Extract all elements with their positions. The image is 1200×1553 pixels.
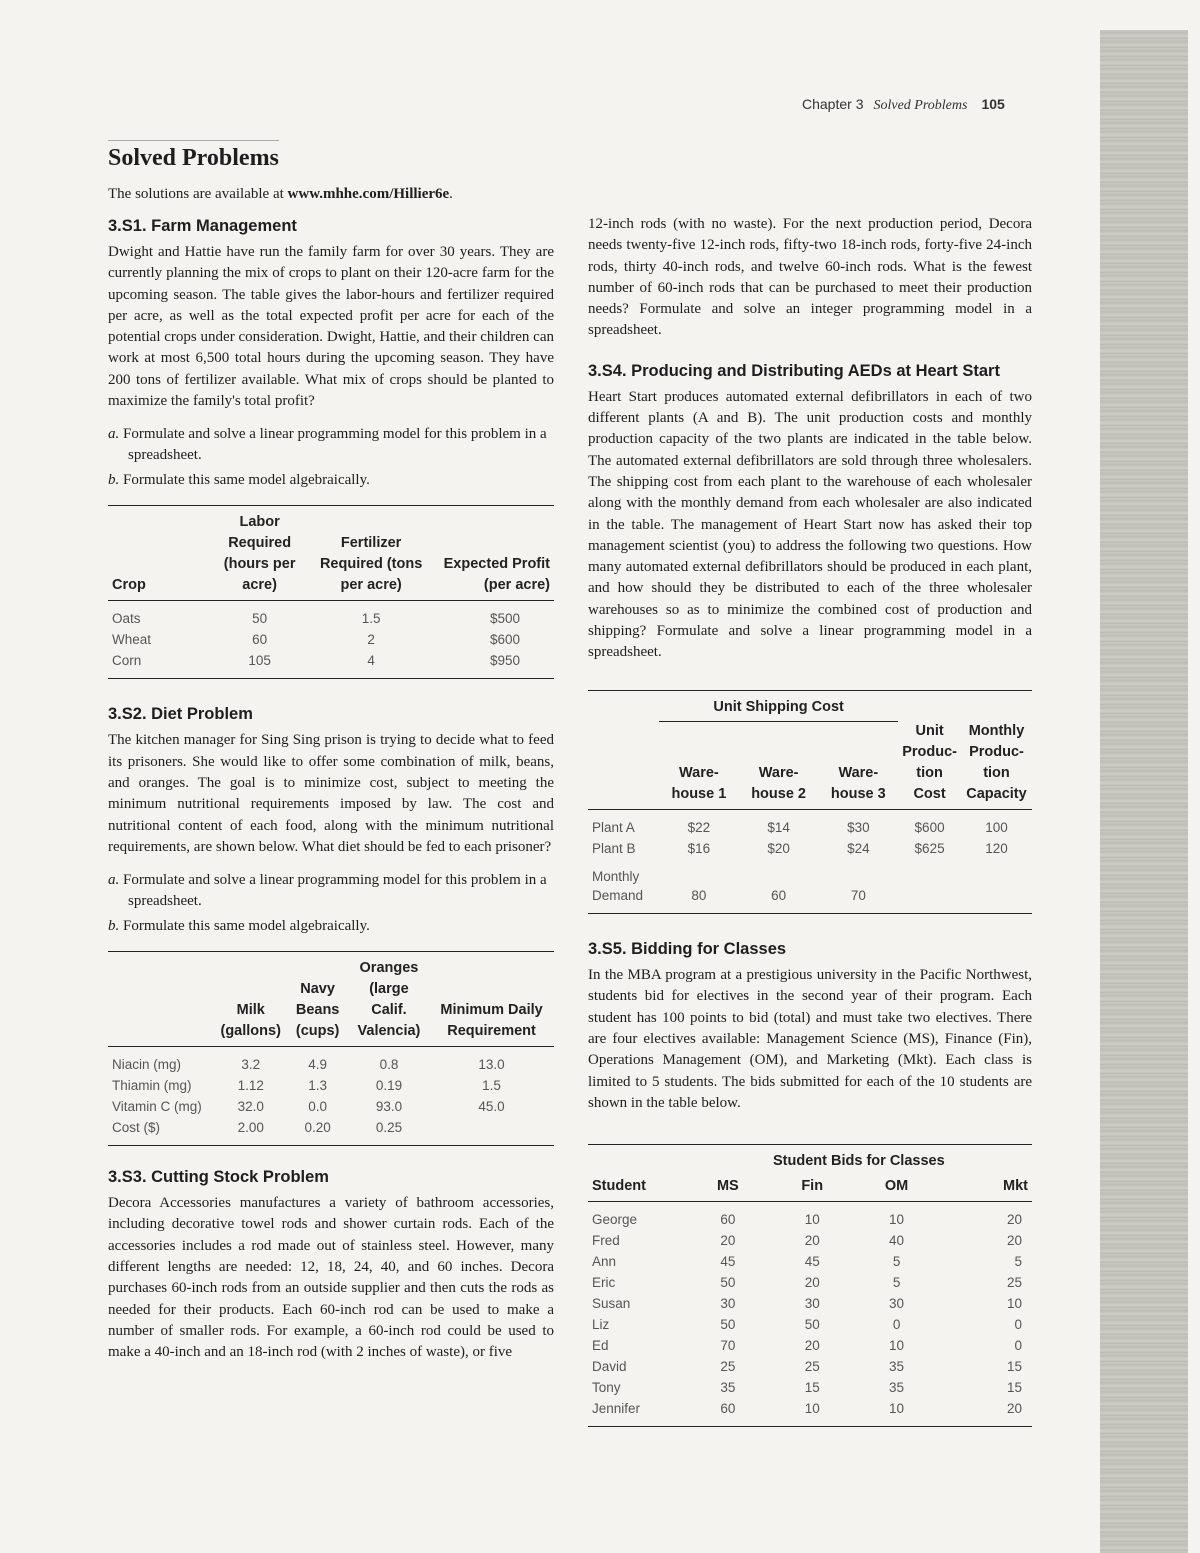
problem-5-body: In the MBA program at a prestigious university in the Pacific Northwest, students bid for electives in the second year of their program. Each student has 100 points to bid (total) and must take two electives. There are four electives available: Management Science (MS), Finance (Fin), Operations Management (OM), and Marketing (Mkt). Each class is limited to 5 students. The bids submitted for each of the 10 students are shown in the table below.: [588, 967, 1032, 1111]
table-header: Navy Beans (cups): [286, 952, 348, 1047]
problem-2-body: The kitchen manager for Sing Sing prison is trying to decide what to feed its prisoners. She would like to offer some combination of milk, beans, and oranges. The goal is to minimize cost, subject to meeting the minimum nutritional requirements imposed by law. The cost and nutritional content of each food, along with the minimum nutritional requirements, are shown below. What diet should be fed to each prisoner?: [108, 732, 554, 855]
chapter-label: Chapter 3: [802, 96, 864, 112]
table-cell: $950: [429, 650, 554, 679]
table-header: Student: [588, 1176, 686, 1202]
problem-3-body-right: 12-inch rods (with no waste). For the next production period, Decora needs twenty-five 12-inch rods, fifty-two 18-inch rods, forty-five 24-inch rods, thirty 40-inch rods, and twelve 60-inch rods. What is the fewest number of 60-inch rods that can be purchased to meet their production needs? Formulate and solve an integer programming model in a spreadsheet.: [588, 216, 1032, 339]
intro-line: [108, 186, 554, 203]
part-text: Formulate this same model algebraically.: [123, 472, 370, 489]
running-head: [802, 96, 1005, 114]
table-cell: 25: [720, 1359, 736, 1375]
table-cell: Jennifer: [588, 1398, 686, 1427]
table-cell: $625: [914, 841, 945, 857]
table-row: [108, 629, 554, 650]
table-cell: Oats: [112, 611, 141, 627]
table-cell: 0.19: [375, 1078, 403, 1094]
table-cell: 45.0: [478, 1099, 505, 1115]
table-cell: 1.5: [482, 1078, 501, 1094]
part-text: Formulate this same model algebraically.: [123, 918, 370, 935]
table-cell: 50: [720, 1317, 736, 1333]
table-cell: Wheat: [112, 632, 152, 648]
part-letter: b.: [108, 472, 120, 489]
part-text: Formulate and solve a linear programming model for this problem in a spreadsheet.: [123, 426, 547, 464]
table-cell: 60: [739, 859, 819, 914]
table-cell: 40: [889, 1233, 905, 1249]
page-number: 105: [981, 96, 1005, 112]
table-row: [588, 1377, 1032, 1398]
table-row: [588, 1293, 1032, 1314]
table-row: [588, 1202, 1032, 1231]
table-row: [588, 1356, 1032, 1377]
table-header: OM: [854, 1176, 938, 1202]
table-header: Crop: [108, 506, 206, 601]
table-cell: 1.12: [237, 1078, 264, 1094]
table-row: [108, 1117, 554, 1146]
table-cell: 50: [252, 611, 268, 627]
table-row: [588, 1230, 1032, 1251]
table-cell: 0: [1014, 1317, 1022, 1333]
table-row: [588, 1314, 1032, 1335]
table-header: [108, 952, 215, 1047]
table-row: [108, 650, 554, 679]
table-cell: 5: [892, 1275, 901, 1291]
table-cell: 30: [804, 1296, 820, 1312]
table-header: MS: [686, 1176, 770, 1202]
table-header: Minimum Daily Requirement: [429, 952, 554, 1047]
problem-2-title: 3.S2. Diet Problem: [108, 705, 253, 724]
table-cell: 10: [889, 1338, 905, 1354]
table-cell: Tony: [592, 1380, 621, 1396]
table-cell: George: [592, 1212, 638, 1228]
intro-url: www.mhhe.com/Hillier6e: [287, 186, 450, 202]
table-row: [108, 601, 554, 630]
table-cell: 20: [804, 1233, 820, 1249]
table-row: [588, 859, 1032, 914]
table-cell: David: [592, 1359, 627, 1375]
table-cell: 25: [804, 1359, 820, 1375]
table-header-spacer: [898, 690, 961, 721]
page-edge-shadow: [1100, 30, 1188, 1553]
table-cell: 10: [770, 1398, 854, 1427]
table-cell: 20: [804, 1338, 820, 1354]
farm-table: [108, 505, 554, 679]
right-column: [588, 214, 1032, 1427]
table-header: Mkt: [939, 1176, 1032, 1202]
table-cell: 13.0: [478, 1057, 505, 1073]
diet-table: [108, 951, 554, 1146]
table-cell: 70: [818, 859, 898, 914]
table-cell: $500: [489, 611, 520, 627]
table-cell: $22: [687, 820, 711, 836]
table-header: Expected Profit (per acre): [429, 506, 554, 601]
problem-1-body: Dwight and Hattie have run the family farm for over 30 years. They are currently planning the mix of crops to plant on their 120-acre farm for the upcoming season. The table gives the labor-hours and fertilizer required per acre, as well as the total expected profit per acre for each of the potential crops under consideration. Dwight, Hattie, and their children can work at most 6,500 total hours during the upcoming season. They have 200 tons of fertilizer available. What mix of crops should be planted to maximize the family's total profit?: [108, 244, 554, 410]
table-cell: 0: [892, 1317, 901, 1333]
table-header-spacer: [588, 1145, 686, 1177]
table-cell: 20: [1006, 1212, 1022, 1228]
table-cell: 50: [720, 1275, 736, 1291]
table-cell: 80: [659, 859, 739, 914]
table-cell: $24: [847, 841, 870, 857]
table-cell: 15: [1006, 1359, 1022, 1375]
table-header-spacer: [961, 690, 1032, 721]
table-cell: $600: [914, 820, 945, 836]
group-header: Student Bids for Classes: [686, 1145, 1032, 1177]
table-cell: 32.0: [237, 1099, 264, 1115]
table-cell: [898, 859, 961, 914]
table-cell: Ann: [592, 1254, 617, 1270]
problem-2-part-a: [108, 870, 554, 912]
table-row: [108, 1047, 554, 1076]
table-cell: 60: [686, 1398, 770, 1427]
section-label: Solved Problems: [873, 98, 968, 113]
table-cell: 0.8: [379, 1057, 399, 1073]
table-cell: 20: [804, 1275, 820, 1291]
table-header: Milk (gallons): [215, 952, 286, 1047]
table-cell: 30: [720, 1296, 736, 1312]
table-cell: 10: [1006, 1296, 1022, 1312]
table-header: Ware- house 1: [659, 721, 739, 810]
table-cell: $600: [489, 632, 520, 648]
table-cell: 20: [1006, 1233, 1022, 1249]
table-cell: $30: [847, 820, 870, 836]
table-cell: 5: [892, 1254, 901, 1270]
table-cell: Susan: [592, 1296, 631, 1312]
table-cell: 120: [985, 841, 1008, 857]
table-row: [108, 1096, 554, 1117]
table-header: Oranges (large Calif. Valencia): [349, 952, 429, 1047]
table-row: [588, 1251, 1032, 1272]
table-cell: 15: [804, 1380, 820, 1396]
left-column: [108, 140, 554, 1364]
table-cell: Thiamin (mg): [112, 1078, 192, 1094]
table-cell: Plant B: [592, 841, 636, 857]
problem-3-title: 3.S3. Cutting Stock Problem: [108, 1168, 329, 1187]
table-cell: 3.2: [241, 1057, 261, 1073]
table-header: Ware- house 3: [818, 721, 898, 810]
part-text: Formulate and solve a linear programming model for this problem in a spreadsheet.: [123, 872, 547, 910]
table-cell: Vitamin C (mg): [112, 1099, 202, 1115]
table-cell: 45: [804, 1254, 820, 1270]
table-header: Fertilizer Required (tons per acre): [313, 506, 429, 601]
table-cell: 0.0: [308, 1099, 327, 1115]
table-cell: Eric: [592, 1275, 616, 1291]
table-cell: 50: [804, 1317, 820, 1333]
table-cell: [961, 859, 1032, 914]
intro-end: .: [449, 186, 453, 202]
problem-2-part-b: [108, 916, 554, 937]
part-letter: a.: [108, 872, 120, 889]
table-header-spacer: [588, 690, 659, 721]
part-letter: a.: [108, 426, 120, 443]
table-row: [108, 1075, 554, 1096]
table-cell: 20: [720, 1233, 736, 1249]
problem-1-part-b: [108, 470, 554, 491]
table-header: Ware- house 2: [739, 721, 819, 810]
table-row: [588, 1272, 1032, 1293]
intro-text: The solutions are available at: [108, 186, 288, 202]
table-header: Monthly Produc- tion Capacity: [961, 721, 1032, 810]
problem-4-body: Heart Start produces automated external defibrillators in each of two different plants (A and B). The unit production costs and monthly production capacity of the two plants are indicated in the table below. The automated external defibrillators are sold through three wholesalers. The shipping cost from each plant to the warehouse of each wholesaler along with the monthly demand from each wholesaler are also indicated in the table. The management of Heart Start now has asked their top management scientist (you) to address the following two questions. How many automated external defibrillators should be produced in each plant, and how should they be distributed to each of the three wholesaler warehouses so as to minimize the combined cost of production and shipping? Formulate and solve a linear programming model in a spreadsheet.: [588, 388, 1032, 661]
table-cell: Plant A: [592, 820, 635, 836]
table-header: [588, 721, 659, 810]
table-cell: 35: [889, 1380, 905, 1396]
table-cell: $16: [687, 841, 711, 857]
problem-1-part-a: [108, 424, 554, 466]
table-cell: 2.00: [215, 1117, 286, 1146]
table-cell: Liz: [592, 1317, 610, 1333]
table-header: Fin: [770, 1176, 854, 1202]
problem-4-title: 3.S4. Producing and Distributing AEDs at Heart Start: [588, 361, 1000, 380]
table-cell: Fred: [592, 1233, 620, 1249]
table-cell: 4.9: [308, 1057, 327, 1073]
table-cell: 10: [854, 1398, 938, 1427]
table-cell: 0: [1014, 1338, 1022, 1354]
table-cell: 0.20: [286, 1117, 348, 1146]
problem-5-title: 3.S5. Bidding for Classes: [588, 940, 787, 959]
table-cell: 1.3: [308, 1078, 327, 1094]
table-cell: 60: [720, 1212, 736, 1228]
bids-table: [588, 1144, 1032, 1427]
table-cell: Niacin (mg): [112, 1057, 182, 1073]
table-cell: 105: [206, 650, 313, 679]
table-row: [588, 838, 1032, 859]
table-cell: Cost ($): [108, 1117, 215, 1146]
table-cell: Ed: [592, 1338, 609, 1354]
table-cell: 35: [720, 1380, 736, 1396]
table-header: Labor Required (hours per acre): [206, 506, 313, 601]
table-cell: 10: [889, 1212, 905, 1228]
table-cell: 60: [252, 632, 268, 648]
table-cell: $20: [767, 841, 790, 857]
table-cell: 15: [1006, 1380, 1022, 1396]
table-cell: 5: [1014, 1254, 1022, 1270]
table-cell: 93.0: [375, 1099, 403, 1115]
table-cell: 10: [804, 1212, 820, 1228]
table-cell: 1.5: [361, 611, 381, 627]
table-row: [588, 1398, 1032, 1427]
table-cell: 35: [889, 1359, 905, 1375]
table-cell: 4: [313, 650, 429, 679]
table-cell: 45: [720, 1254, 736, 1270]
table-cell: 20: [939, 1398, 1032, 1427]
table-cell: 70: [720, 1338, 736, 1354]
heart-start-table: [588, 690, 1032, 915]
table-cell: 0.25: [349, 1117, 429, 1146]
problem-3-body-left: Decora Accessories manufactures a variety of bathroom accessories, including decorative towel rods and shower curtain rods. Each of the accessories includes a rod made out of stainless steel. However, many different lengths are needed: 12, 18, 24, 40, and 60 inches. Decora purchases 60-inch rods from an outside supplier and then cuts the rods as needed for their products. Each 60-inch rod can be used to make a number of smaller rods. For example, a 60-inch rod could be used to make a 40-inch and an 18-inch rod (with 2 inches of waste), or five: [108, 1195, 554, 1361]
table-cell: $14: [767, 820, 790, 836]
table-cell: Monthly Demand: [588, 859, 659, 914]
table-cell: 2: [367, 632, 375, 648]
table-cell: 25: [1006, 1275, 1022, 1291]
section-title: Solved Problems: [108, 140, 279, 172]
table-header: Unit Produc- tion Cost: [898, 721, 961, 810]
table-cell: 100: [985, 820, 1008, 836]
table-cell: [429, 1117, 554, 1146]
table-row: [588, 810, 1032, 839]
table-cell: 30: [889, 1296, 905, 1312]
part-letter: b.: [108, 918, 120, 935]
problem-1-title: 3.S1. Farm Management: [108, 217, 297, 235]
group-header: Unit Shipping Cost: [659, 690, 898, 721]
table-cell: Corn: [108, 650, 206, 679]
table-row: [588, 1335, 1032, 1356]
